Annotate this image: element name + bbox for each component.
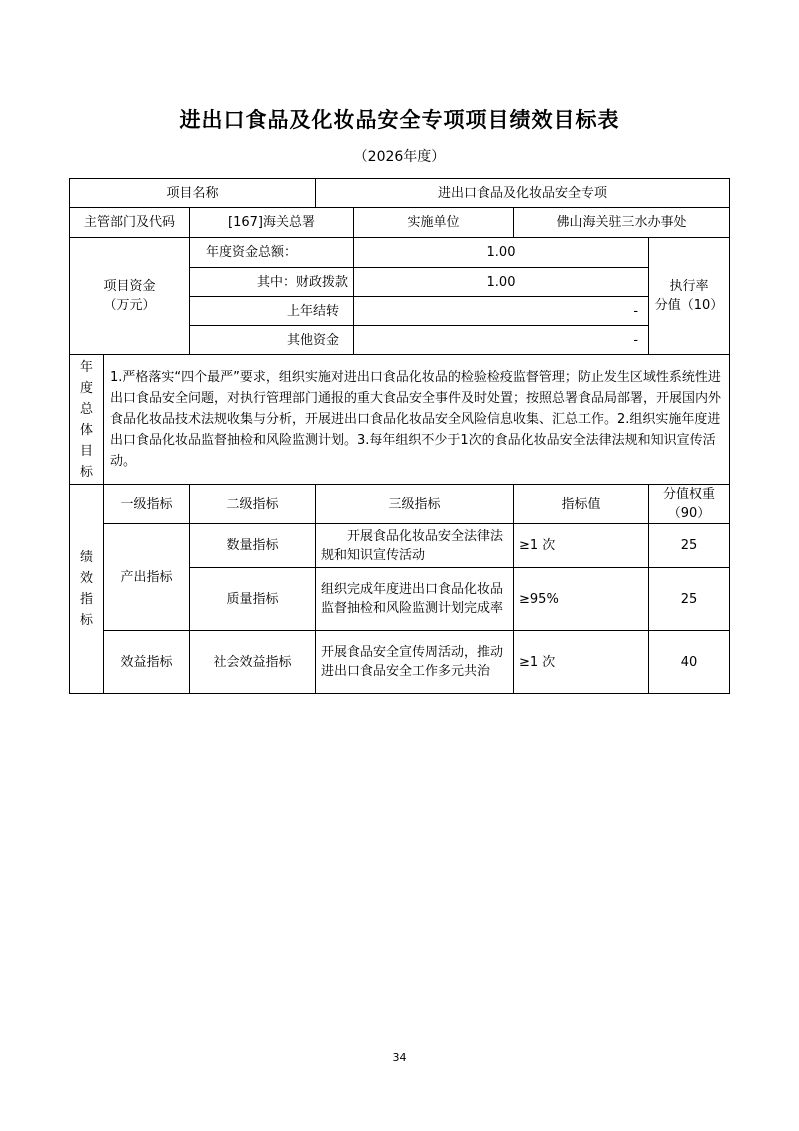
carryover-value: - [354, 297, 649, 326]
execution-rate-cell [649, 238, 730, 355]
dept-value: [167]海关总署 [190, 208, 354, 238]
total-funds-value: 1.00 [354, 238, 649, 268]
dept-label: 主管部门及代码 [70, 208, 190, 238]
table-row-level2: 质量指标 [190, 568, 316, 631]
header-weight [649, 485, 730, 524]
document-subtitle: （2026年度） [353, 149, 446, 165]
header-weight-line2: （90） [667, 506, 711, 521]
indicators-char: 指 [79, 592, 93, 607]
annual-goal-char: 年 [79, 359, 93, 375]
table-row-level2: 数量指标 [190, 524, 316, 568]
annual-goal-text: 1.严格落实“四个最严”要求，组织实施对进出口食品化妆品的检验检疫监督管理；防止发生区域性系统性进出口食品安全问题，对执行管理部门通报的重大食品安全事件及时处置；按照总署食品局部署，开展国内外食品化妆品技术法规收集与分析，开展进出口食品化妆品安全风险信息收集、汇总工作。2.组织实施年度进出口食品化妆品监督抽检和风险监测计划。3.每年组织不少于1次的食品化妆品安全法律法规和知识宣传活动。 [104, 355, 730, 485]
table-row-value: ≥1 次 [514, 631, 649, 694]
output-indicator-label: 产出指标 [104, 524, 190, 631]
header-level2: 二级指标 [190, 485, 316, 524]
table-row-value: ≥95% [514, 568, 649, 631]
funds-label [70, 238, 190, 355]
header-weight-line1: 分值权重 [663, 487, 716, 502]
performance-table [69, 178, 730, 694]
table-row-level2: 社会效益指标 [190, 631, 316, 694]
table-row-value: ≥1 次 [514, 524, 649, 568]
document-title: 进出口食品及化妆品安全专项项目绩效目标表 [179, 108, 620, 132]
impl-unit-value: 佛山海关驻三水办事处 [514, 208, 730, 238]
header-level1: 一级指标 [104, 485, 190, 524]
fiscal-funds-value: 1.00 [354, 268, 649, 297]
table-row-level3: 组织完成年度进出口食品化妆品监督抽检和风险监测计划完成率 [316, 568, 514, 631]
annual-goal-char: 总 [79, 401, 93, 417]
project-name-value: 进出口食品及化妆品安全专项 [316, 179, 730, 208]
other-funds-value: - [354, 326, 649, 355]
page-number: 34 [392, 1051, 407, 1064]
other-funds-label: 其他资金 [190, 326, 354, 355]
project-name-label: 项目名称 [70, 179, 316, 208]
table-row-weight: 25 [649, 524, 730, 568]
table-row-level3: 开展食品安全宣传周活动，推动进出口食品安全工作多元共治 [316, 631, 514, 694]
indicators-char: 绩 [79, 550, 93, 565]
annual-goal-char: 目 [79, 443, 93, 459]
total-funds-label: 年度资金总额： [190, 238, 354, 268]
indicators-char: 效 [79, 571, 93, 586]
annual-goal-label [70, 355, 104, 485]
header-level3: 三级指标 [316, 485, 514, 524]
table-row-weight: 40 [649, 631, 730, 694]
execution-rate-line1: 执行率 [669, 279, 709, 294]
carryover-label: 上年结转 [190, 297, 354, 326]
funds-label-line1: 项目资金 [103, 279, 156, 294]
header-value: 指标值 [514, 485, 649, 524]
impl-unit-label: 实施单位 [354, 208, 514, 238]
annual-goal-char: 度 [79, 380, 93, 396]
annual-goal-char: 体 [79, 422, 93, 438]
indicators-char: 标 [79, 613, 93, 628]
fiscal-funds-label: 其中：财政拨款 [190, 268, 354, 297]
benefit-indicator-label: 效益指标 [104, 631, 190, 694]
funds-label-line2: （万元） [103, 298, 156, 313]
indicators-label [70, 485, 104, 694]
execution-rate-line2: 分值（10） [654, 298, 724, 313]
table-row-level3: 开展食品化妆品安全法律法规和知识宣传活动 [316, 524, 514, 568]
table-row-weight: 25 [649, 568, 730, 631]
annual-goal-char: 标 [79, 464, 93, 480]
